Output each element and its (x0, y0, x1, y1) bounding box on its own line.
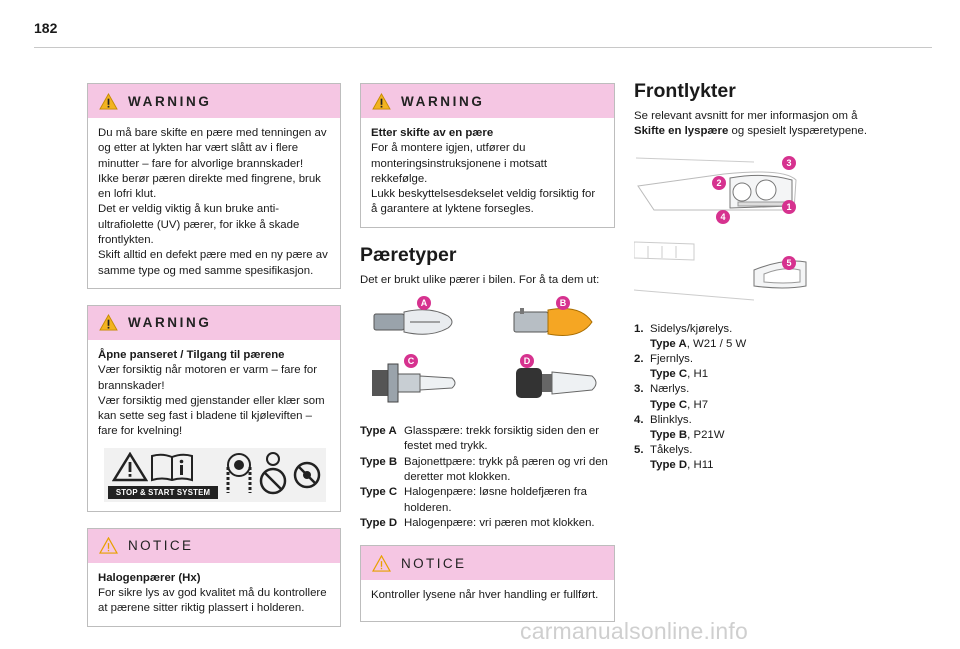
bulb-label-c: C (404, 354, 418, 368)
warning-triangle-icon (99, 314, 118, 331)
warning-box-reassembly (360, 83, 615, 228)
warning-text: Vær forsiktig når motoren er varm – fare for brannskader! Vær forsiktig med gjenstander eller klær som kan sette seg fast i bladene til kjøleviften – fare for kvelning! (98, 364, 325, 438)
headlamps-intro: Se relevant avsnitt for mer informasjon om å Skifte en lyspære og spesielt lyspæretypene. (634, 110, 868, 138)
glass-bulb-icon (370, 300, 460, 344)
warning-box-bonnet (87, 305, 341, 512)
section-heading-bulb-types: Pæretyper (360, 243, 457, 266)
manual-book-icon (150, 452, 194, 482)
stop-start-label: STOP & START SYSTEM (108, 486, 218, 499)
bulb-label-d: D (520, 354, 534, 368)
fan-belt-icon (224, 451, 254, 497)
top-divider (34, 47, 932, 48)
bulb-type-row: Type C Halogenpære: løsne holdefjæren fra holderen. (360, 486, 587, 514)
headlamp-diagram (634, 150, 814, 306)
notice-label: NOTICE (128, 538, 194, 554)
bulb-types-list (360, 424, 615, 531)
legend-item: 4. Blinklys. Type B, P21W (634, 413, 725, 442)
warning-text: For å montere igjen, utfører du monteringsinstruksjonene i motsatt rekkefølge. Lukk beskyttelsesdekselet veldig forsiktig for å garantere at lyktene forsegles. (371, 142, 596, 216)
cross-reference: Skifte en lyspære (634, 125, 729, 138)
watermark: carmanualsonline.info (520, 618, 748, 644)
legend-item: 2. Fjernlys. Type C, H1 (634, 353, 709, 381)
bulb-label-a: A (417, 296, 431, 310)
warning-header (88, 84, 340, 118)
notice-header (88, 529, 340, 563)
callout-4: 4 (716, 210, 730, 224)
no-clothing-icon (292, 460, 322, 490)
bulb-type-row: Type A Glasspære: trekk forsiktig siden den er festet med trykk. (360, 425, 599, 453)
notice-triangle-icon (372, 555, 391, 572)
notice-title: Halogenpærer (Hx) (98, 571, 201, 584)
danger-triangle-icon (112, 452, 148, 482)
section-heading-headlamps: Frontlykter (634, 80, 736, 102)
bulb-type-row: Type D Halogenpære: vri pæren mot klokken. (360, 516, 595, 529)
headlamp-outline-drawing (634, 150, 814, 306)
notice-text: For sikre lys av god kvalitet må du kontrollere at pærene sitter riktig plassert i holderen. (98, 587, 327, 615)
notice-box-halogen (87, 528, 341, 627)
page-number: 182 (34, 20, 58, 36)
safety-pictograms (104, 448, 326, 502)
bayonet-bulb-icon (510, 300, 600, 344)
warning-label: WARNING (401, 93, 485, 109)
notice-header (361, 546, 614, 580)
callout-5: 5 (782, 256, 796, 270)
notice-box-check-lights (360, 545, 615, 622)
legend-item: 1. Sidelys/kjørelys. Type A, W21 / 5 W (634, 322, 747, 350)
warning-title: Etter skifte av en pære (371, 127, 494, 139)
bulb-type-row: Type B Bajonettpære: trykk på pæren og vri den deretter mot klokken. (360, 455, 608, 483)
warning-header (88, 306, 340, 340)
warning-label: WARNING (128, 315, 212, 331)
notice-triangle-icon (99, 537, 118, 554)
column-3 (634, 80, 884, 474)
column-2 (360, 83, 615, 638)
notice-text: Kontroller lysene når hver handling er fullført. (371, 589, 599, 602)
bulb-types-illustration (360, 296, 610, 414)
bulb-types-intro: Det er brukt ulike pærer i bilen. For å ta dem ut: (360, 273, 600, 286)
warning-header (361, 84, 614, 118)
no-hands-icon (258, 451, 288, 497)
warning-label: WARNING (128, 93, 212, 109)
headlamp-legend (634, 322, 884, 474)
warning-triangle-icon (372, 93, 391, 110)
callout-1: 1 (782, 200, 796, 214)
callout-2: 2 (712, 176, 726, 190)
warning-triangle-icon (99, 93, 118, 110)
warning-text: Du må bare skifte en pære med tenningen av og etter at lykten har vært slått av i flere minutter – fare for alvorlige brannskader! Ikke berør pæren direkte med fingrene, bruk en lofri klut. Det er veldig viktig å kun bruke anti-ultrafiolette (UV) pærer, for ikke å skade frontlykten. Skift alltid en defekt pære med en ny pære av samme type og med samme spesifikasjon. (98, 127, 328, 277)
legend-item: 3. Nærlys. Type C, H7 (634, 383, 709, 411)
warning-title: Åpne panseret / Tilgang til pærene (98, 348, 285, 361)
warning-box-bulb-change (87, 83, 341, 289)
legend-item: 5. Tåkelys. Type D, H11 (634, 444, 714, 472)
callout-3: 3 (782, 156, 796, 170)
bulb-label-b: B (556, 296, 570, 310)
notice-label: NOTICE (401, 555, 467, 571)
column-1 (87, 83, 341, 643)
